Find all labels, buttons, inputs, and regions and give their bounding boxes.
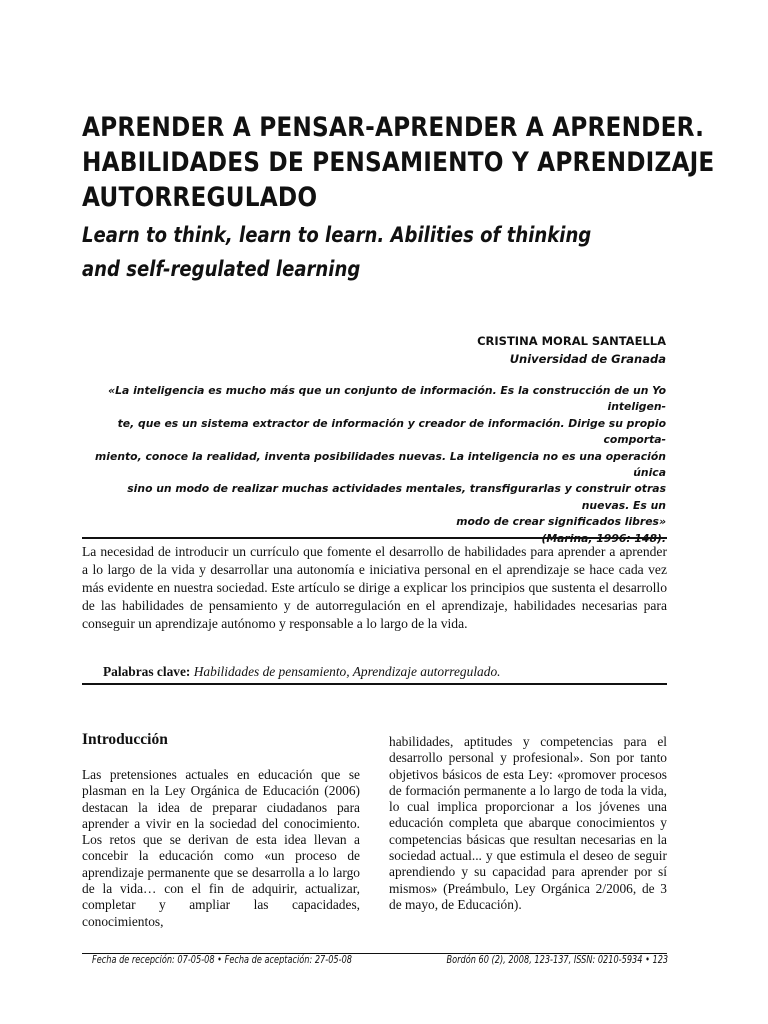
- abstract-top-rule: [82, 537, 667, 539]
- quote-line: miento, conoce la realidad, inventa posibilidades nuevas. La inteligencia no es una operación única: [95, 449, 666, 480]
- abstract-bottom-rule: [82, 683, 667, 685]
- subtitle-line: and self-regulated learning: [82, 257, 361, 281]
- title-line: HABILIDADES DE PENSAMIENTO Y APRENDIZAJE: [82, 147, 715, 178]
- body-column-right: habilidades, aptitudes y competencias para el desarrollo personal y profesional». Son por tanto objetivos básicos de esta Ley: «promover procesos de formación permanente a lo largo de toda la vida, lo cual implica proporcionar a los jóvenes una educación completa que abarque conocimientos y competencias básicas que resultan necesarias en la sociedad actual... y que estimula el deseo de seguir aprendiendo y su capacidad para aprender por sí mismos» (Preámbulo, Ley Orgánica 2/2006, de 3 de mayo, de Educación).: [389, 734, 667, 912]
- footer-citation: Bordón 60 (2), 2008, 123-137, ISSN: 0210-5934 • 123: [446, 954, 668, 966]
- title-line: APRENDER A PENSAR-APRENDER A APRENDER.: [82, 112, 705, 143]
- body-column-left: Las pretensiones actuales en educación que se plasman en la Ley Orgánica de Educación (2006) destacan la idea de preparar ciudadanos para aprender a vivir en la sociedad del conocimiento. Los retos que se derivan de esta idea llevan a concebir la educación como «un proceso de aprendizaje permanente que se desarrolla a lo largo de la vida… con el fin de adquirir, actualizar, completar y ampliar las capacidades, conocimientos,: [82, 767, 360, 929]
- keywords-label: Palabras clave:: [103, 664, 191, 679]
- article-title: [82, 110, 715, 215]
- epigraph-quote: [88, 383, 666, 547]
- section-heading: Introducción: [82, 731, 168, 748]
- abstract-text: La necesidad de introducir un currículo que fomente el desarrollo de habilidades para aprender a aprender a lo largo de la vida y desarrollar una autonomía e iniciativa personal en el aprendizaje se hace cada vez más evidente en nuestra sociedad. Este artículo se dirige a explicar los principios que sustenta el desarrollo de las habilidades de pensamiento y de autorregulación en el aprendizaje, habilidades necesarias para conseguir un aprendizaje autónomo y responsable a lo largo de la vida.: [82, 544, 667, 631]
- keywords: [103, 664, 673, 680]
- quote-line: «La inteligencia es mucho más que un conjunto de información. Es la construcción de un Yo inteligen-: [108, 384, 666, 414]
- article-subtitle: [82, 218, 592, 286]
- footer-dates: Fecha de recepción: 07-05-08 • Fecha de aceptación: 27-05-08: [92, 954, 353, 966]
- quote-line: modo de crear significados libres»: [456, 515, 666, 529]
- author-name: CRISTINA MORAL SANTAELLA: [477, 334, 666, 348]
- author-affiliation: Universidad de Granada: [509, 352, 666, 366]
- keywords-value: Habilidades de pensamiento, Aprendizaje autorregulado.: [193, 664, 501, 679]
- subtitle-line: Learn to think, learn to learn. Abilities of thinking: [82, 223, 592, 247]
- quote-line: te, que es un sistema extractor de información y creador de información. Dirige su propio comporta-: [117, 416, 666, 447]
- quote-line: sino un modo de realizar muchas actividades mentales, transfigurarlas y construir otras nuevas. Es un: [127, 482, 666, 512]
- title-line: AUTORREGULADO: [82, 182, 318, 213]
